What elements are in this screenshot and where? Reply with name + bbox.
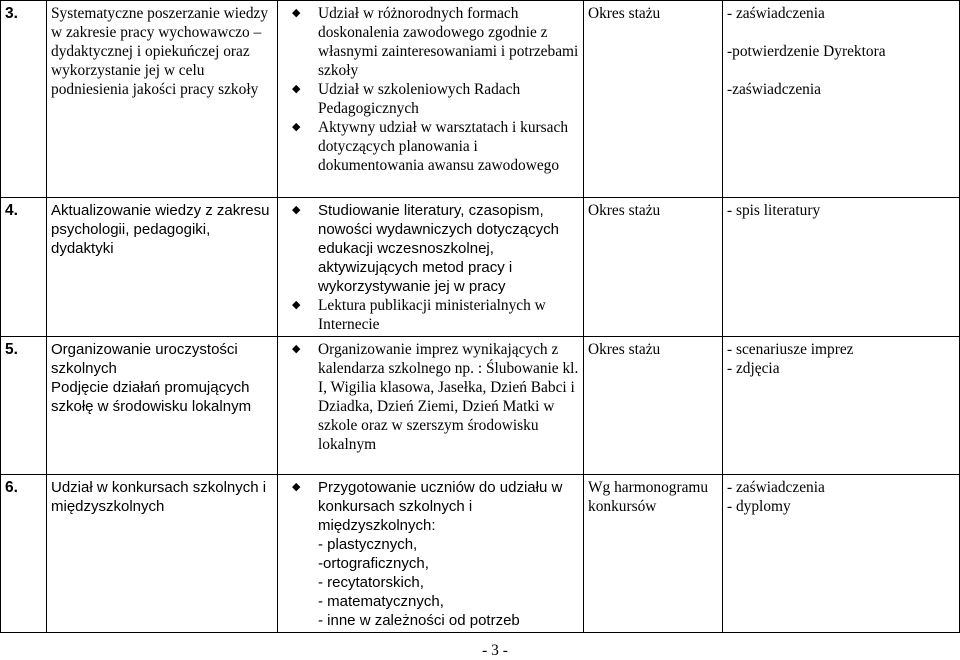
- proof-item: - zdjęcia: [727, 360, 780, 377]
- sub-item: - plastycznych,: [318, 536, 418, 553]
- proof-cell: [723, 475, 960, 633]
- task-cell: [47, 337, 278, 475]
- task-cell: [47, 475, 278, 633]
- task-cell: [47, 1, 278, 198]
- proof-item: - zaświadczenia: [727, 479, 825, 496]
- proof-cell: [723, 198, 960, 337]
- forms-cell: [278, 475, 584, 633]
- row-number: 3.: [1, 1, 47, 198]
- date-cell: Okres stażu: [584, 1, 723, 198]
- date-cell: Wg harmonogramu konkursów: [584, 475, 723, 633]
- page-number: - 3 -: [482, 642, 508, 659]
- table-row: [1, 198, 960, 337]
- proof-item: - spis literatury: [727, 202, 821, 219]
- sub-item: -ortograficznych,: [318, 555, 429, 572]
- list-item-text: ◆ Przygotowanie uczniów do udziału w konkursach szkolnych i międzyszkolnych:: [318, 479, 563, 534]
- task-text: Aktualizowanie wiedzy z zakresu psychologii, pedagogiki, dydaktyki: [51, 202, 270, 257]
- sub-item: - inne w zależności od potrzeb: [318, 612, 520, 629]
- task-cell: [47, 198, 278, 337]
- proof-cell: [723, 1, 960, 198]
- list-item: [282, 478, 579, 630]
- list-item: ◆ Udział w szkoleniowych Radach Pedagogicznych: [282, 80, 579, 118]
- sub-item: - matematycznych,: [318, 593, 444, 610]
- table-row: [1, 475, 960, 633]
- table-row: [1, 1, 960, 198]
- list-item: ◆ Organizowanie imprez wynikających z kalendarza szkolnego np. : Ślubowanie kl. I, Wigilia klasowa, Jasełka, Dzień Babci i Dziadka, Dzień Ziemi, Dzień Matki w szkole oraz w szerszym środowisku lokalnym: [282, 340, 579, 454]
- list-item: ◆ Studiowanie literatury, czasopism, nowości wydawniczych dotyczących edukacji wczesnoszkolnej, aktywizujących metod pracy i wykorzystywanie jej w pracy: [282, 201, 579, 296]
- task-text: Organizowanie uroczystości szkolnych: [51, 341, 238, 377]
- proof-item: - scenariusze imprez: [727, 341, 854, 358]
- proof-item: -potwierdzenie Dyrektora: [727, 43, 886, 60]
- forms-cell: [278, 337, 584, 475]
- date-cell: Okres stażu: [584, 337, 723, 475]
- list-item: ◆ Lektura publikacji ministerialnych w Internecie: [282, 296, 579, 334]
- proof-cell: [723, 337, 960, 475]
- row-number: 4.: [1, 198, 47, 337]
- forms-cell: [278, 198, 584, 337]
- row-number: 5.: [1, 337, 47, 475]
- list-item: ◆ Udział w różnorodnych formach doskonalenia zawodowego zgodnie z własnymi zainteresowaniami i potrzebami szkoły: [282, 4, 579, 80]
- task-text: Systematyczne poszerzanie wiedzy w zakresie pracy wychowawczo – dydaktycznej i opiekuńczej oraz wykorzystanie jej w celu podniesienia jakości pracy szkoły: [51, 5, 269, 98]
- forms-cell: [278, 1, 584, 198]
- date-cell: Okres stażu: [584, 198, 723, 337]
- row-number: 6.: [1, 475, 47, 633]
- proof-item: - zaświadczenia: [727, 5, 825, 22]
- task-text: Podjęcie działań promujących szkołę w środowisku lokalnym: [51, 379, 252, 415]
- list-item: ◆ Aktywny udział w warsztatach i kursach dotyczących planowania i dokumentowania awansu zawodowego: [282, 118, 579, 175]
- sub-item: - recytatorskich,: [318, 574, 424, 591]
- proof-item: - dyplomy: [727, 498, 791, 515]
- task-text: Udział w konkursach szkolnych i międzyszkolnych: [51, 479, 267, 515]
- table-row: [1, 337, 960, 475]
- proof-item: -zaświadczenia: [727, 81, 821, 98]
